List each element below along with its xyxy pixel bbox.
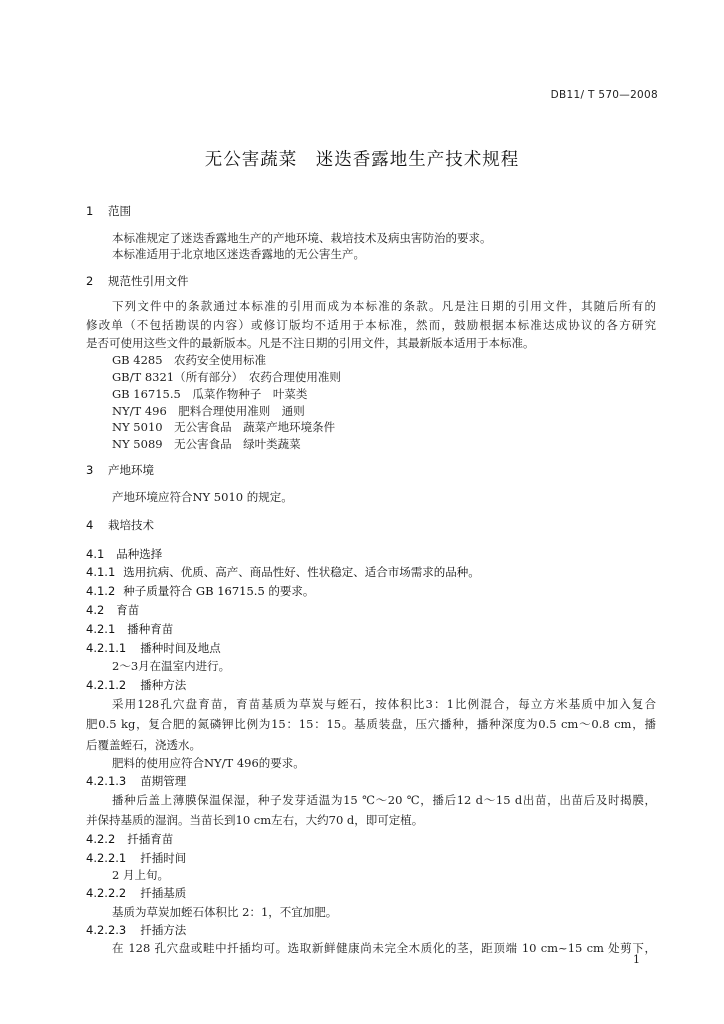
paragraph-line: 后覆盖蛭石，浇透水。 [86,738,201,752]
subsection-number: 4.2.1.3 [86,774,127,788]
subsection-number: 4.2 [86,603,105,617]
clause-number: 4.1.2 [86,584,116,598]
paragraph: 本标准适用于北京地区迷迭香露地的无公害生产。 [112,247,365,261]
subsection-number: 4.2.2.1 [86,851,127,865]
subsection-heading [86,677,186,693]
paragraph: 2～3月在温室内进行。 [112,659,231,673]
standard-code: DB11/ T 570—2008 [550,89,658,101]
section-title: 栽培技术 [108,518,154,532]
clause-text: 种子质量符合 GB 16715.5 的要求。 [123,584,315,598]
subsection-title: 播种方法 [140,678,187,692]
paragraph-line: 播种后盖上薄膜保温保湿，种子发芽适温为15 ℃～20 ℃，播后12 d～15 d出苗，出苗后及时揭膜， [112,793,656,807]
subsection-title: 扦插基质 [140,886,187,900]
subsection-heading [86,546,162,562]
reference-item: GB/T 8321（所有部分） 农药合理使用准则 [112,370,341,384]
paragraph-line: 并保持基质的湿润。当苗长到10 cm左右，大约70 d，即可定植。 [86,813,424,827]
subsection-number: 4.2.1 [86,622,116,636]
subsection-heading [86,850,186,866]
subsection-title: 播种育苗 [127,622,174,636]
paragraph-line: 肥0.5 kg，复合肥的氮磷钾比例为15：15：15。基质装盘，压穴播种，播种深度为0.5 cm～0.8 cm，播 [86,717,656,731]
section-title: 产地环境 [108,463,154,477]
subsection-number: 4.2.2 [86,832,116,846]
paragraph: 基质为草炭加蛭石体积比 2：1，不宜加肥。 [112,905,338,919]
section-3-heading [86,462,154,478]
section-number: 3 [86,463,94,477]
reference-item: NY 5089 无公害食品 绿叶类蔬菜 [112,437,301,451]
clause-number: 4.1.1 [86,565,116,579]
subsection-title: 扦插育苗 [127,832,174,846]
subsection-title: 品种选择 [116,547,163,561]
subsection-number: 4.2.2.3 [86,923,127,937]
clause-4-1-2 [86,583,314,599]
subsection-heading [86,885,186,901]
section-number: 4 [86,518,94,532]
reference-item: GB 4285 农药安全使用标准 [112,353,267,367]
section-2-heading [86,273,189,289]
section-number: 1 [86,204,94,218]
subsection-heading [86,922,186,938]
section-4-heading [86,517,154,533]
reference-item: NY/T 496 肥料合理使用准则 通则 [112,404,305,418]
paragraph-line: 采用128孔穴盘育苗，育苗基质为草炭与蛭石，按体积比3：1比例混合，每立方米基质中加入复合 [112,697,656,711]
subsection-heading [86,640,221,656]
subsection-number: 4.2.2.2 [86,886,127,900]
paragraph: 本标准规定了迷迭香露地生产的产地环境、栽培技术及病虫害防治的要求。 [112,231,492,245]
reference-item: GB 16715.5 瓜菜作物种子 叶菜类 [112,387,308,401]
subsection-heading [86,621,173,637]
reference-item: NY 5010 无公害食品 蔬菜产地环境条件 [112,420,336,434]
subsection-title: 育苗 [116,603,140,617]
subsection-title: 扦插方法 [140,923,187,937]
section-number: 2 [86,274,94,288]
paragraph-line: 是否可使用这些文件的最新版本。凡是不注日期的引用文件，其最新版本适用于本标准。 [86,336,535,350]
clause-4-1-1 [86,564,480,580]
clause-text: 选用抗病、优质、高产、商品性好、性状稳定、适合市场需求的品种。 [123,565,480,579]
section-title: 规范性引用文件 [108,274,189,288]
subsection-heading [86,602,139,618]
paragraph: 2 月上旬。 [112,868,169,882]
subsection-heading [86,831,173,847]
subsection-number: 4.1 [86,547,105,561]
subsection-title: 播种时间及地点 [140,641,221,655]
document-title: 无公害蔬菜 迷迭香露地生产技术规程 [204,150,520,170]
paragraph-line: 肥料的使用应符合NY/T 496的要求。 [112,756,305,770]
subsection-title: 扦插时间 [140,851,187,865]
paragraph-line: 修改单（不包括勘误的内容）或修订版均不适用于本标准，然而，鼓励根据本标准达成协议的各方研究 [86,318,656,332]
page-number: 1 [633,953,640,966]
section-title: 范围 [108,204,131,218]
subsection-number: 4.2.1.1 [86,641,127,655]
section-1-heading [86,203,131,219]
paragraph-line: 下列文件中的条款通过本标准的引用而成为本标准的条款。凡是注日期的引用文件，其随后所有的 [112,299,656,313]
paragraph: 产地环境应符合NY 5010 的规定。 [112,490,293,504]
subsection-heading [86,773,186,789]
subsection-title: 苗期管理 [140,774,187,788]
paragraph-line: 在 128 孔穴盘或畦中扦插均可。选取新鲜健康尚未完全木质化的茎，距顶端 10 cm~15 cm 处剪下， [112,941,656,955]
subsection-number: 4.2.1.2 [86,678,127,692]
